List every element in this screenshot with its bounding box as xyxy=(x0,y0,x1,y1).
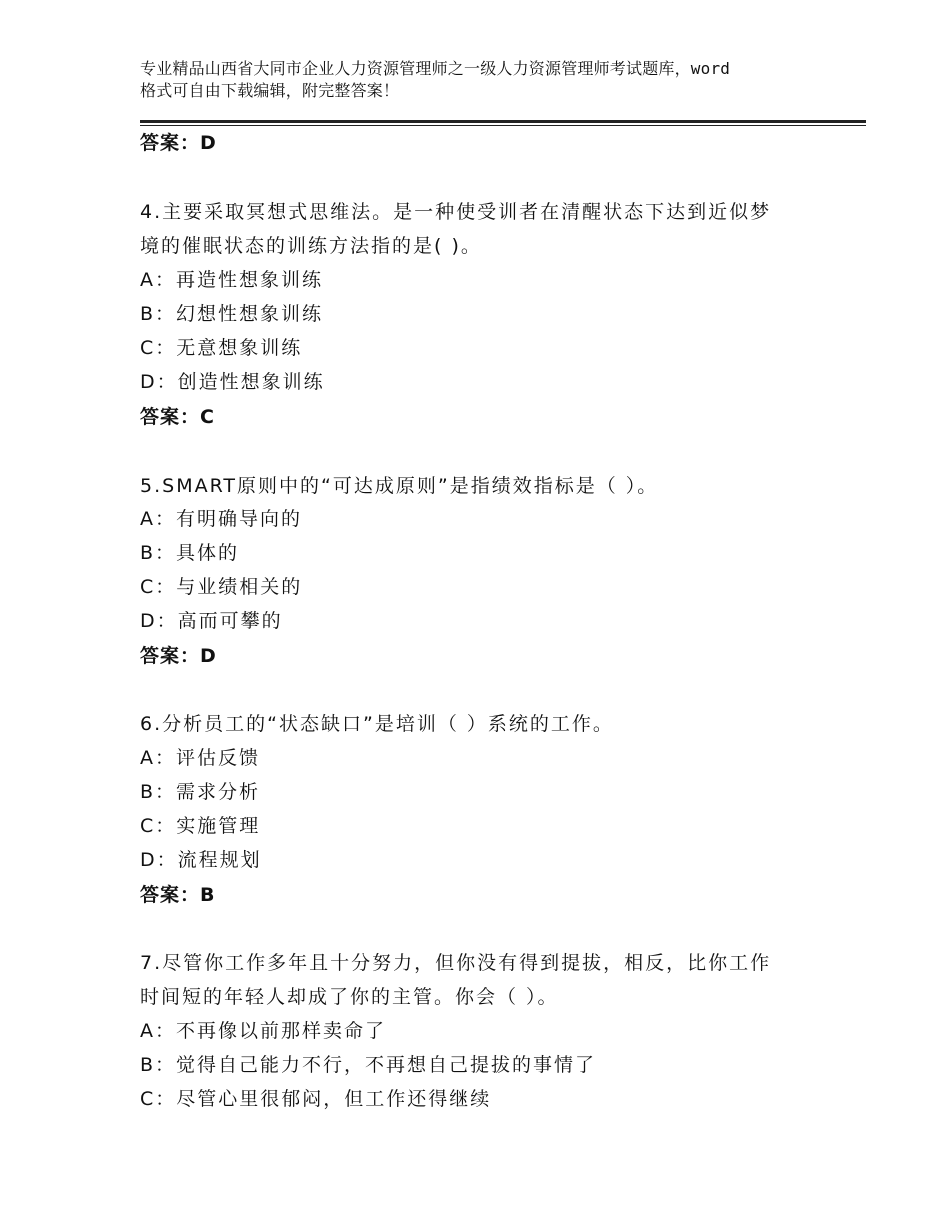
option-b: B：觉得自己能力不行，不再想自己提拔的事情了 xyxy=(140,1054,597,1076)
option-d: D：创造性想象训练 xyxy=(140,371,325,393)
option-c: C：尽管心里很郁闷，但工作还得继续 xyxy=(140,1088,492,1110)
question-stem-line: 4.主要采取冥想式思维法。是一种使受训者在清醒状态下达到近似梦 xyxy=(140,201,772,223)
option-b: B：具体的 xyxy=(140,542,240,564)
option-a: A：不再像以前那样卖命了 xyxy=(140,1020,386,1042)
answer: 答案：D xyxy=(140,645,217,667)
option-c: C：无意想象训练 xyxy=(140,337,303,359)
document-header xyxy=(140,58,840,102)
option-a: A：评估反馈 xyxy=(140,747,260,769)
answer: 答案：C xyxy=(140,406,215,428)
header-divider-thin xyxy=(140,125,866,126)
option-d: D：流程规划 xyxy=(140,849,262,871)
answer: 答案：B xyxy=(140,884,216,906)
option-b: B：需求分析 xyxy=(140,781,261,803)
question-stem-line: 5.SMART原则中的“可达成原则”是指绩效指标是（ ）。 xyxy=(140,475,659,497)
previous-answer: 答案：D xyxy=(140,132,217,154)
question-stem-line: 时间短的年轻人却成了你的主管。你会（ ）。 xyxy=(140,986,559,1008)
option-a: A：有明确导向的 xyxy=(140,508,302,530)
header-line-1: 专业精品山西省大同市企业人力资源管理师之一级人力资源管理师考试题库，word xyxy=(140,59,731,78)
question-stem-line: 境的催眠状态的训练方法指的是( )。 xyxy=(140,235,482,257)
option-c: C：与业绩相关的 xyxy=(140,576,303,598)
option-a: A：再造性想象训练 xyxy=(140,269,323,291)
question-stem-line: 6.分析员工的“状态缺口”是培训（ ）系统的工作。 xyxy=(140,713,614,735)
header-divider-thick xyxy=(140,120,866,123)
option-d: D：高而可攀的 xyxy=(140,610,283,632)
question-stem-line: 7.尽管你工作多年且十分努力，但你没有得到提拔，相反，比你工作 xyxy=(140,952,772,974)
header-line-2: 格式可自由下载编辑，附完整答案！ xyxy=(140,81,400,100)
option-b: B：幻想性想象训练 xyxy=(140,303,324,325)
option-c: C：实施管理 xyxy=(140,815,261,837)
